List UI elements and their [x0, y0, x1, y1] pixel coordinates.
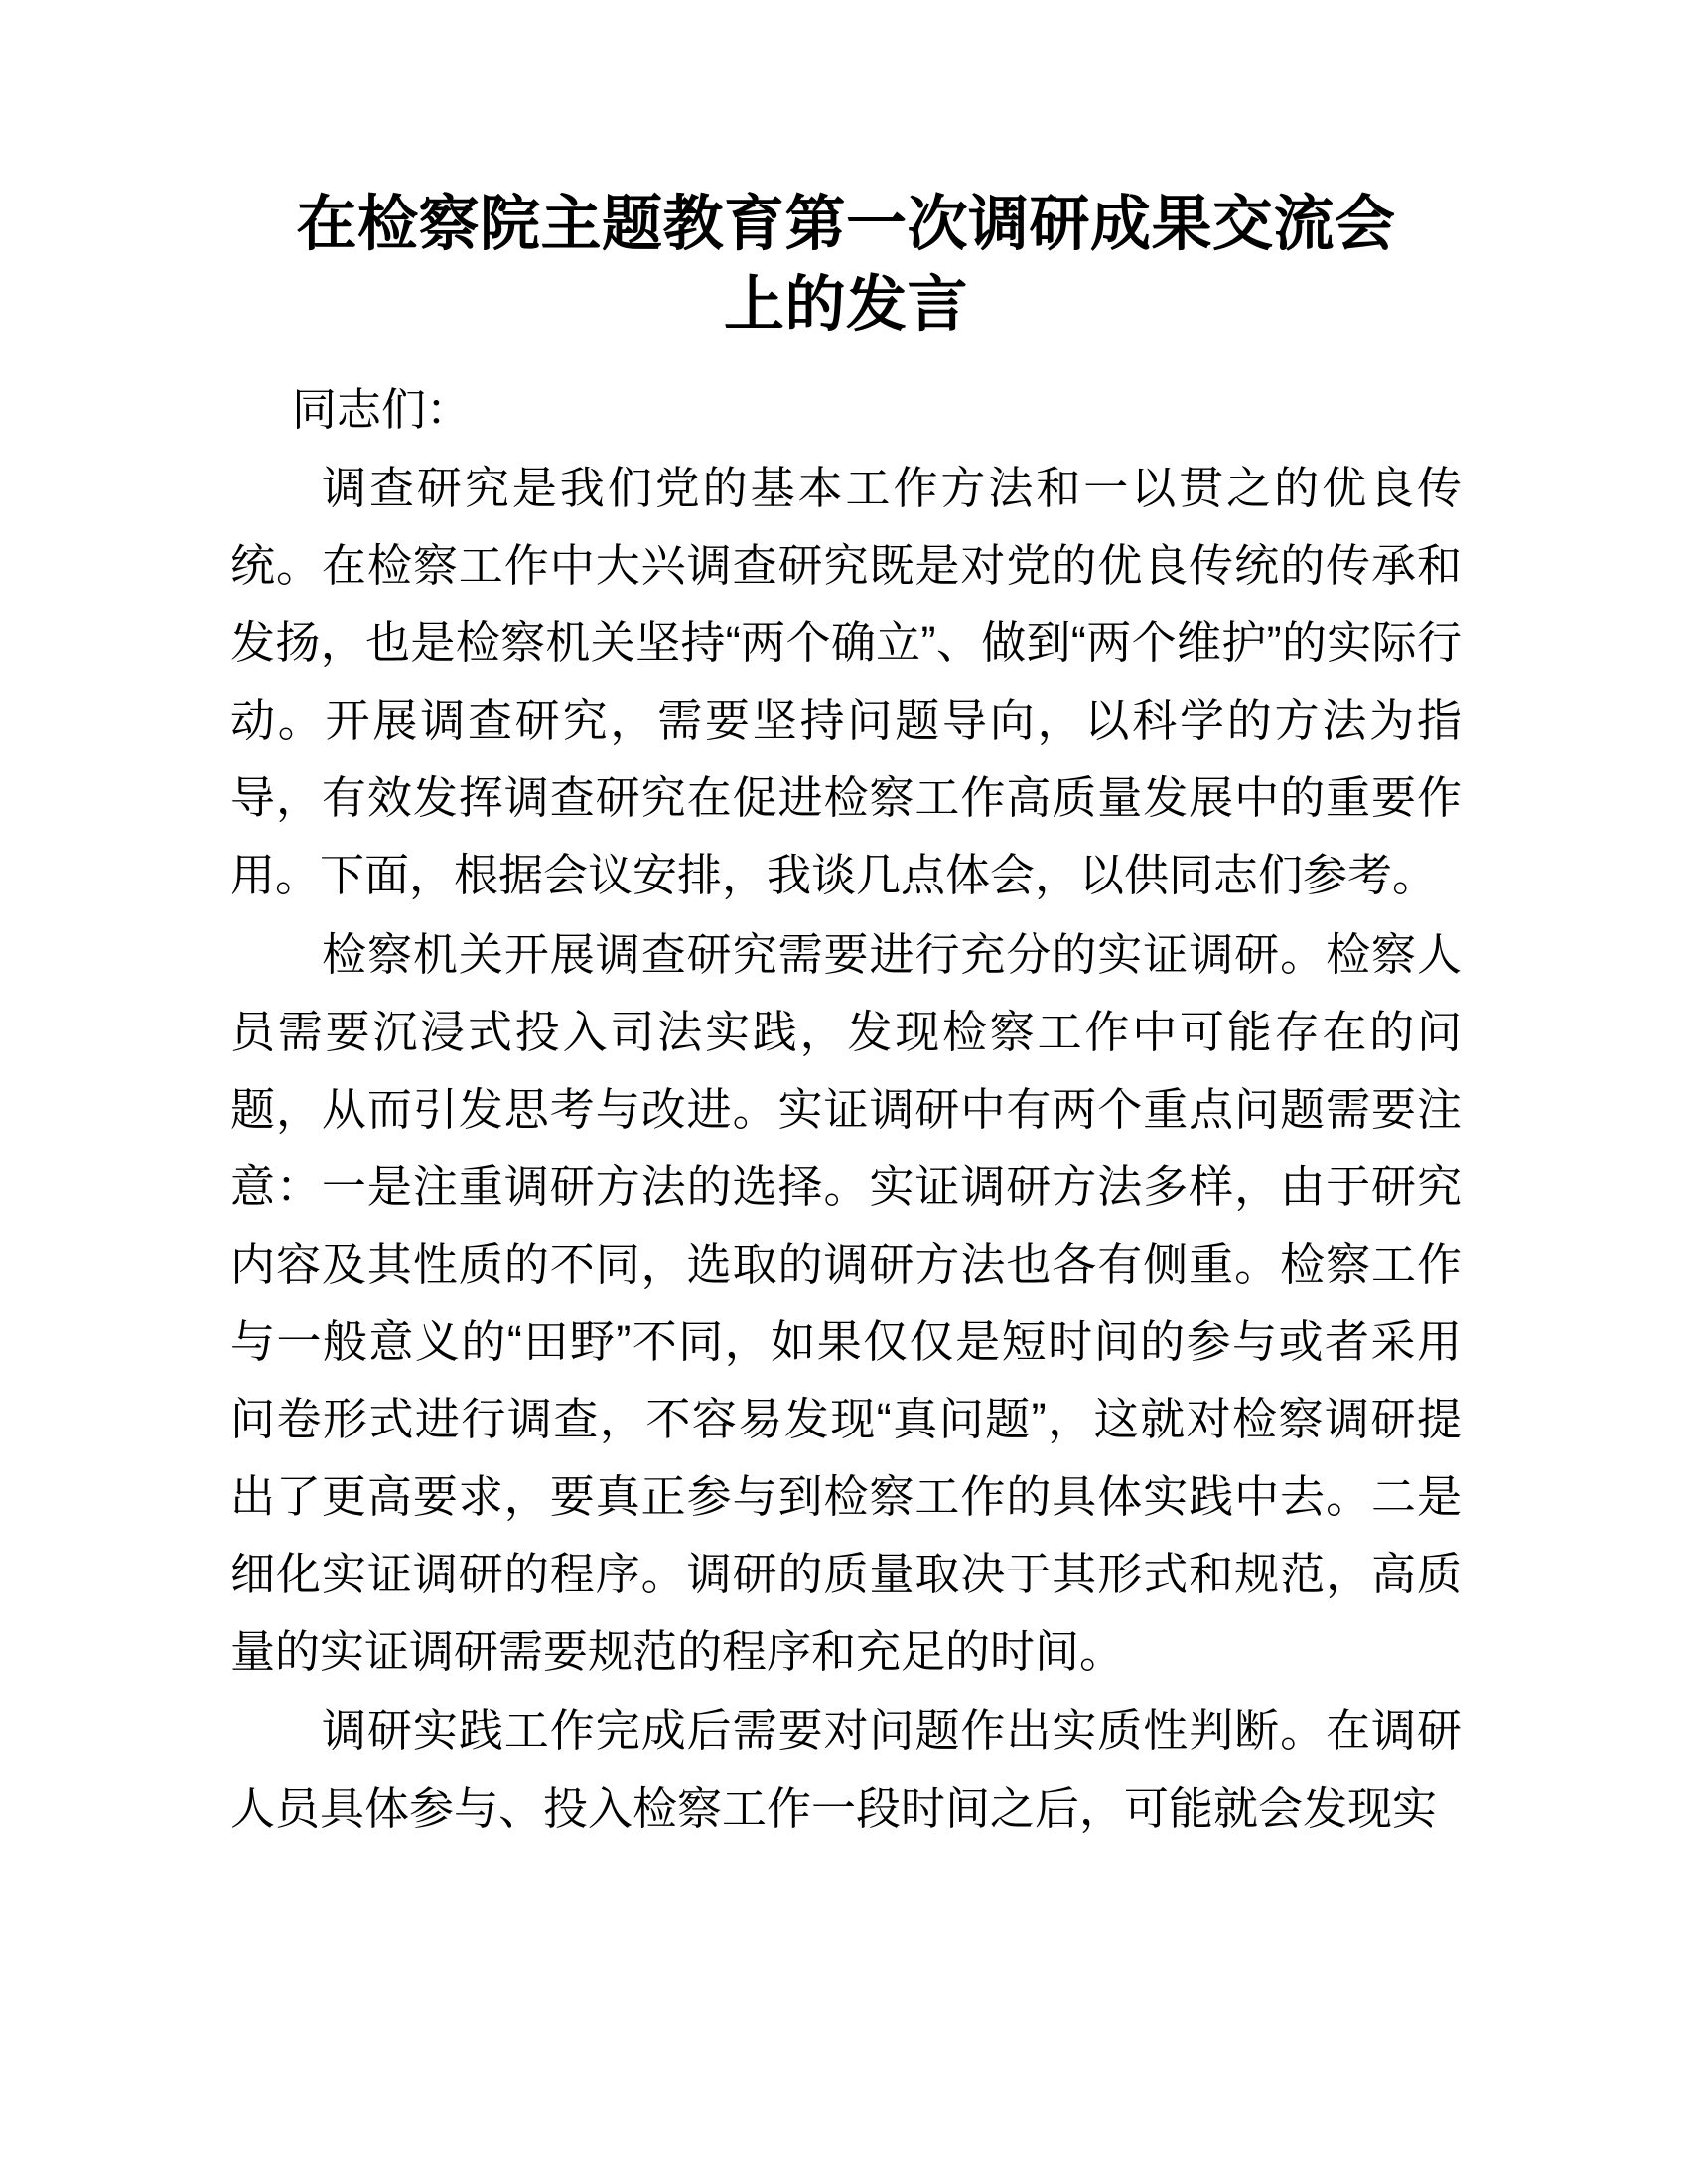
document-body: [230, 432, 1462, 1847]
page-title: 在检察院主题教育第一次调研成果交流会上的发言: [296, 190, 1396, 338]
body-paragraph: 检察机关开展调查研究需要进行充分的实证调研。检察人员需要沉浸式投入司法实践，发现检察工作中可能存在的问题，从而引发思考与改进。实证调研中有两个重点问题需要注意：一是注重调研方法的选择。实证调研方法多样，由于研究内容及其性质的不同，选取的调研方法也各有侧重。检察工作与一般意义的“田野”不同，如果仅仅是短时间的参与或者采用问卷形式进行调查，不容易发现“真问题”，这就对检察调研提出了更高要求，要真正参与到检察工作的具体实践中去。二是细化实证调研的程序。调研的质量取决于其形式和规范，高质量的实证调研需要规范的程序和充足的时间。: [230, 929, 1462, 1678]
body-paragraph: 调查研究是我们党的基本工作方法和一以贯之的优良传统。在检察工作中大兴调查研究既是对党的优良传统的传承和发扬，也是检察机关坚持“两个确立”、做到“两个维护”的实际行动。开展调查研究，需要坚持问题导向，以科学的方法为指导，有效发挥调查研究在促进检察工作高质量发展中的重要作用。下面，根据会议安排，我谈几点体会，以供同志们参考。: [230, 463, 1462, 901]
page-content-area: [230, 0, 1462, 2184]
body-paragraph: 调研实践工作完成后需要对问题作出实质性判断。在调研人员具体参与、投入检察工作一段时间之后，可能就会发现实: [230, 1706, 1462, 1835]
salutation: 同志们：: [292, 384, 472, 436]
